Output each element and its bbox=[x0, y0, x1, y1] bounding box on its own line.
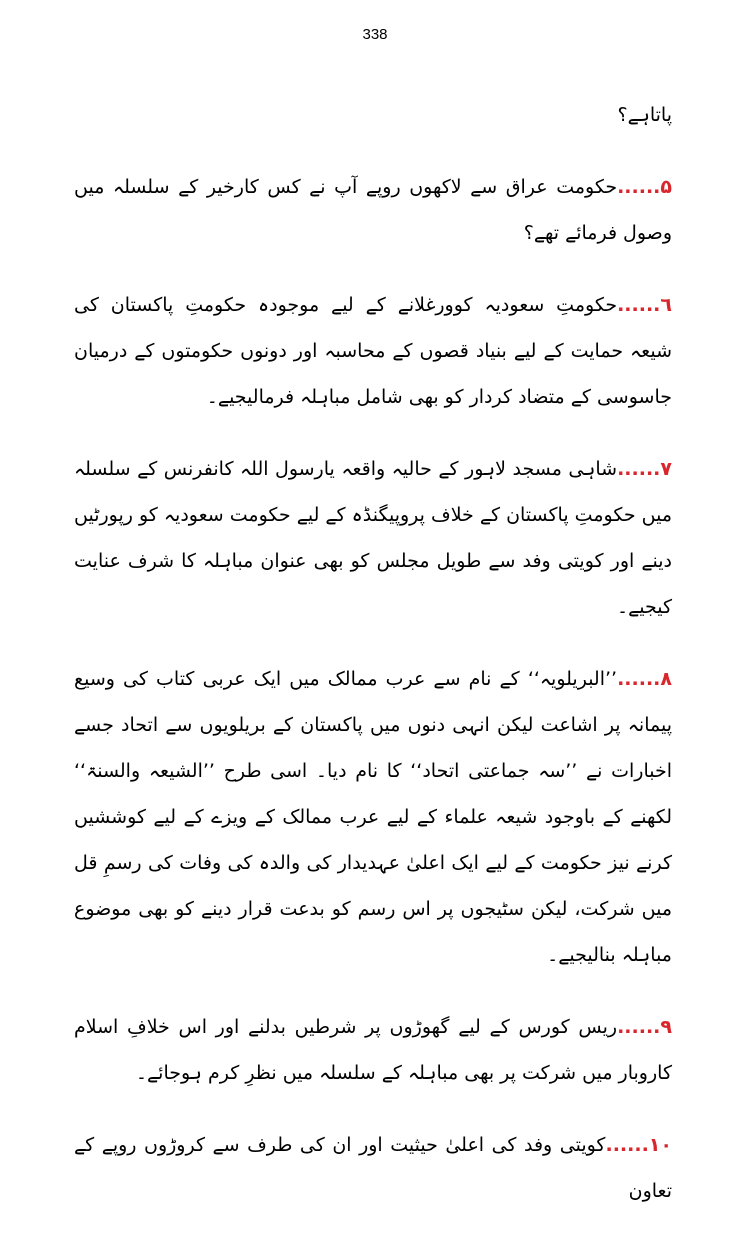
paragraph-item-7 bbox=[74, 446, 672, 630]
paragraph-text: ریس کورس کے لیے گھوڑوں پر شرطیں بدلنے اور اس خلافِ اسلام کاروبار میں شرکت پر بھی مباہلہ کے سلسلہ میں نظرِ کرم ہوجائے۔ bbox=[74, 1016, 672, 1084]
paragraph-item-8 bbox=[74, 656, 672, 978]
paragraph-text: کویتی وفد کی اعلیٰ حیثیت اور ان کی طرف سے کروڑوں روپے کے تعاون bbox=[74, 1134, 672, 1202]
paragraph-text: ’’البریلویہ‘‘ کے نام سے عرب ممالک میں ایک عربی کتاب کی وسیع پیمانہ پر اشاعت لیکن انہی دنوں میں پاکستان کے بریلویوں سے اتحاد جسے اخبارات نے ’’سہ جماعتی اتحاد‘‘ کا نام دیا۔ اسی طرح ’’الشیعہ والسنۃ‘‘ لکھنے کے باوجود شیعہ علماء کے لیے عرب ممالک کے ویزے کے لیے کوششیں کرنے نیز حکومت کے لیے ایک اعلیٰ عہدیدار کی والدہ کی وفات کی رسمِ قل میں شرکت، لیکن سٹیجوں پر اس رسم کو بدعت قرار دینے کو بھی موضوع مباہلہ بنالیجیے۔ bbox=[74, 668, 672, 966]
paragraph-text: پاتاہے؟ bbox=[617, 104, 672, 126]
item-number-marker: ۱۰...... bbox=[605, 1134, 672, 1156]
paragraph-item-10 bbox=[74, 1122, 672, 1214]
paragraph-item-6 bbox=[74, 282, 672, 420]
page-body bbox=[74, 92, 672, 1240]
item-number-marker: ۷...... bbox=[617, 458, 672, 480]
item-number-marker: ٦...... bbox=[617, 294, 672, 316]
paragraph-item-9 bbox=[74, 1004, 672, 1096]
page-number: 338 bbox=[362, 26, 388, 43]
item-number-marker: ۸...... bbox=[617, 668, 672, 690]
paragraph-text: شاہی مسجد لاہور کے حالیہ واقعہ یارسول اللہ کانفرنس کے سلسلہ میں حکومتِ پاکستان کے خلاف پروپیگنڈہ کے لیے حکومت سعودیہ کو رپورٹیں دینے اور کویتی وفد سے طویل مجلس کو بھی عنوان مباہلہ کا شرف عنایت کیجیے۔ bbox=[74, 458, 672, 618]
item-number-marker: ۵...... bbox=[617, 176, 672, 198]
paragraph-text: حکومتِ سعودیہ کوورغلانے کے لیے موجودہ حکومتِ پاکستان کی شیعہ حمایت کے لیے بنیاد قصوں کے محاسبہ اور دونوں حکومتوں کے درمیان جاسوسی کے متضاد کردار کو بھی شامل مباہلہ فرمالیجیے۔ bbox=[74, 294, 672, 408]
paragraph-text: حکومت عراق سے لاکھوں روپے آپ نے کس کارخیر کے سلسلہ میں وصول فرمائے تھے؟ bbox=[74, 176, 672, 244]
paragraph-item-5 bbox=[74, 164, 672, 256]
item-number-marker: ۹...... bbox=[617, 1016, 672, 1038]
paragraph-continuation bbox=[74, 92, 672, 138]
